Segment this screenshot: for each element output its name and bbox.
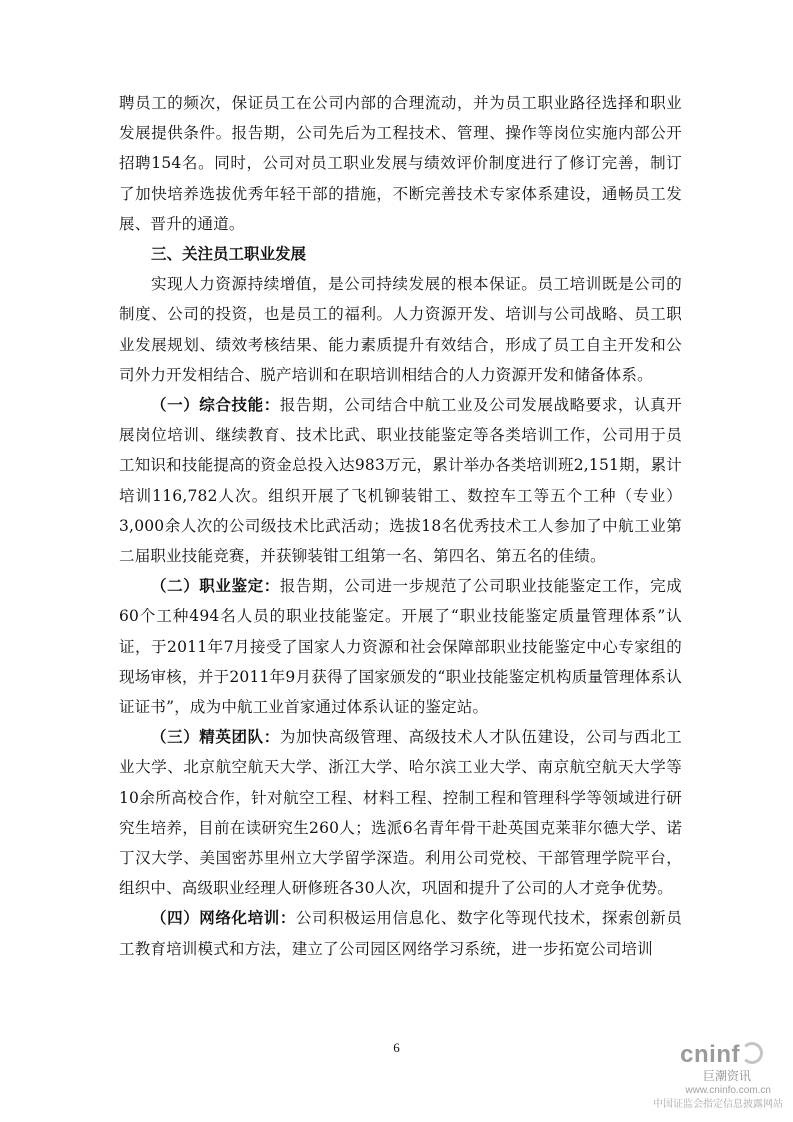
document-body: [119, 88, 682, 964]
paragraph-comprehensive-skills: [119, 390, 682, 571]
section-heading-career-development: 三、关注员工职业发展: [151, 244, 307, 264]
subheading-online-training: （四）网络化培训：: [151, 908, 296, 928]
swoosh-icon: [741, 1042, 763, 1064]
body-online-training: 公司积极运用信息化、数字化等现代技术，探索创新员工教育培训模式和方法，建立了公司园区网络学习系统，进一步拓宽公司培训: [119, 909, 682, 958]
paragraph-hr-value: 实现人力资源持续增值，是公司持续发展的根本保证。员工培训既是公司的制度、公司的投资，也是员工的福利。人力资源开发、培训与公司战略、员工职业发展规划、绩效考核结果、能力素质提升有效结合，形成了员工自主开发和公司外力开发相结合、脱产培训和在职培训相结合的人力资源开发和储备体系。: [119, 275, 682, 384]
cninfo-tagline: 中国证监会指定信息披露网站: [653, 1099, 783, 1110]
cninfo-logo: [633, 1042, 783, 1068]
cninfo-logo-text: cninf: [680, 1041, 740, 1068]
subheading-vocational-appraisal: （二）职业鉴定：: [151, 576, 280, 596]
page-number: 6: [393, 1040, 400, 1055]
paragraph-recruitment: 聘员工的频次，保证员工在公司内部的合理流动，并为员工职业路径选择和职业发展提供条件。报告期，公司先后为工程技术、管理、操作等岗位实施内部公开招聘154名。同时，公司对员工职业发展与绩效评价制度进行了修订完善，制订了加快培养选拔优秀年轻干部的措施，不断完善技术专家体系建设，通畅员工发展、晋升的通道。: [119, 94, 682, 233]
subheading-elite-team: （三）精英团队：: [151, 727, 280, 747]
cninfo-url: www.cninfo.com.cn: [685, 1085, 771, 1096]
body-comprehensive-skills: 报告期，公司结合中航工业及公司发展战略要求，认真开展岗位培训、继续教育、技术比武、职业技能鉴定等各类培训工作，公司用于员工知识和技能提高的资金总投入达983万元，累计举办各类培训班2,151期，累计培训116,782人次。组织开展了飞机铆装钳工、数控车工等五个工种（专业）3,000余人次的公司级技术比武活动；选拔18名优秀技术工人参加了中航工业第二届职业技能竞赛，并获铆装钳工组第一名、第四名、第五名的佳绩。: [119, 396, 682, 566]
subheading-comprehensive-skills: （一）综合技能：: [151, 395, 280, 415]
cninfo-watermark: [633, 1042, 783, 1116]
paragraph-vocational-appraisal: [119, 571, 682, 722]
body-elite-team: 为加快高级管理、高级技术人才队伍建设，公司与西北工业大学、北京航空航天大学、浙江大学、哈尔滨工业大学、南京航空航天大学等10余所高校合作，针对航空工程、材料工程、控制工程和管理科学等领域进行研究生培养，目前在读研究生260人；选派6名青年骨干赴英国克莱菲尔德大学、诺丁汉大学、美国密苏里州立大学留学深造。利用公司党校、干部管理学院平台，组织中、高级职业经理人研修班各30人次，巩固和提升了公司的人才竞争优势。: [119, 728, 682, 898]
body-vocational-appraisal: 报告期，公司进一步规范了公司职业技能鉴定工作，完成60个工种494名人员的职业技能鉴定。开展了“职业技能鉴定质量管理体系”认证，于2011年7月接受了国家人力资源和社会保障部职业技能鉴定中心专家组的现场审核，并于2011年9月获得了国家颁发的“职业技能鉴定机构质量管理体系认证证书”，成为中航工业首家通过体系认证的鉴定站。: [119, 577, 682, 717]
cninfo-chinese-name: 巨潮资讯: [702, 1069, 751, 1083]
paragraph-online-training: [119, 903, 682, 963]
paragraph-elite-team: [119, 722, 682, 903]
